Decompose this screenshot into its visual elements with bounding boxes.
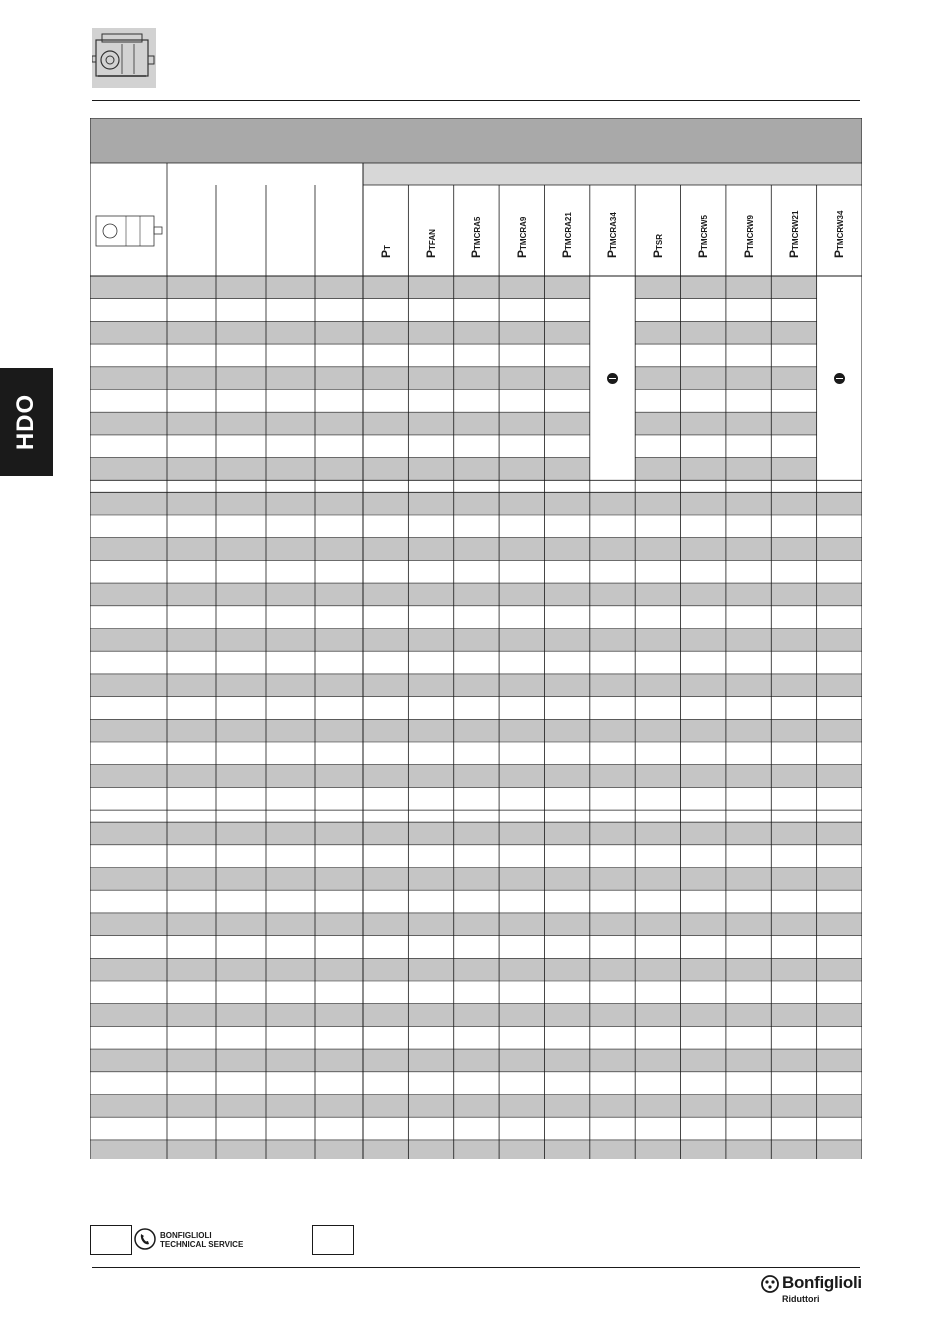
brand-name: Bonfiglioli (782, 1273, 862, 1292)
table-row (90, 1026, 862, 1049)
table-row (90, 276, 862, 299)
column-header-label: PT (378, 245, 393, 258)
table-row (90, 913, 862, 936)
table-row (90, 1095, 862, 1118)
column-header-ptmcrw34 (817, 185, 862, 276)
gearbox-thumbnail (92, 28, 156, 88)
top-rule (92, 100, 860, 101)
side-tab-label: HDO (12, 393, 40, 451)
footer-page-box-left (90, 1225, 132, 1255)
column-header-ptfan (408, 185, 453, 276)
table-row (90, 936, 862, 959)
header-gearbox-icon (96, 216, 154, 246)
table-row (90, 958, 862, 981)
table-row (90, 1117, 862, 1140)
bonfiglioli-logo-icon (761, 1275, 779, 1293)
table-row (90, 367, 862, 390)
column-header-ptmcra34 (590, 185, 635, 276)
table-row (90, 606, 862, 629)
service-line-1: BONFIGLIOLI (160, 1231, 212, 1240)
technical-service-text (160, 1231, 243, 1249)
header-gearbox-wheel (103, 224, 117, 238)
table-row (90, 651, 862, 674)
footer-page-box-right (312, 1225, 354, 1255)
table-row (90, 1072, 862, 1095)
service-line-2: TECHNICAL SERVICE (160, 1240, 244, 1249)
table-row (90, 321, 862, 344)
table-row (90, 674, 862, 697)
bottom-rule (92, 1267, 860, 1268)
table-row (90, 412, 862, 435)
side-tab (0, 368, 53, 476)
column-header-label: PTMCRA34 (605, 212, 620, 258)
table-row (90, 845, 862, 868)
table-row (90, 629, 862, 652)
header-subband (363, 163, 862, 185)
brand-subtitle: Riduttori (782, 1294, 820, 1304)
column-header-label: PTMCRW34 (832, 210, 847, 258)
column-header-ptmcrw5 (681, 185, 726, 276)
data-table (90, 118, 862, 1159)
table-row (90, 719, 862, 742)
column-header-ptmcrw9 (726, 185, 771, 276)
table-row (90, 765, 862, 788)
header-gearbox-shaft (154, 227, 162, 234)
column-header-label: PTFAN (424, 229, 439, 258)
table-row (90, 515, 862, 538)
table-row (90, 787, 862, 810)
table-row (90, 697, 862, 720)
merged-cell-marker-icon (834, 373, 845, 384)
table-row (90, 435, 862, 458)
column-header-label: PTMCRA5 (469, 216, 484, 258)
table-row (90, 299, 862, 322)
table-row (90, 458, 862, 481)
table-row (90, 981, 862, 1004)
column-header-pt (363, 185, 408, 276)
phone-icon (134, 1228, 156, 1250)
column-header-ptmcra21 (544, 185, 589, 276)
table-row (90, 538, 862, 561)
table-row (90, 1049, 862, 1072)
gearbox-icon (92, 28, 156, 88)
table-row (90, 742, 862, 765)
header-title-band (90, 118, 862, 163)
column-header-label: PTSR (650, 233, 665, 258)
table-row (90, 583, 862, 606)
table-row (90, 822, 862, 845)
table-row (90, 560, 862, 583)
column-header-label: PTMCRA21 (560, 212, 575, 258)
table-row (90, 890, 862, 913)
table-row (90, 1140, 862, 1159)
column-header-ptsr (635, 185, 680, 276)
column-header-ptmcra9 (499, 185, 544, 276)
column-header-label: PTMCRW9 (741, 215, 756, 258)
column-header-label: PTMCRW5 (696, 215, 711, 258)
table-row (90, 868, 862, 891)
column-header-ptmcra5 (454, 185, 499, 276)
table-row (90, 492, 862, 515)
merged-cell-marker-icon (607, 373, 618, 384)
table-row (90, 344, 862, 367)
column-header-label: PTMCRW21 (786, 210, 801, 258)
column-header-ptmcrw21 (771, 185, 816, 276)
table-row (90, 1004, 862, 1027)
table-row (90, 390, 862, 413)
column-header-label: PTMCRA9 (514, 216, 529, 258)
